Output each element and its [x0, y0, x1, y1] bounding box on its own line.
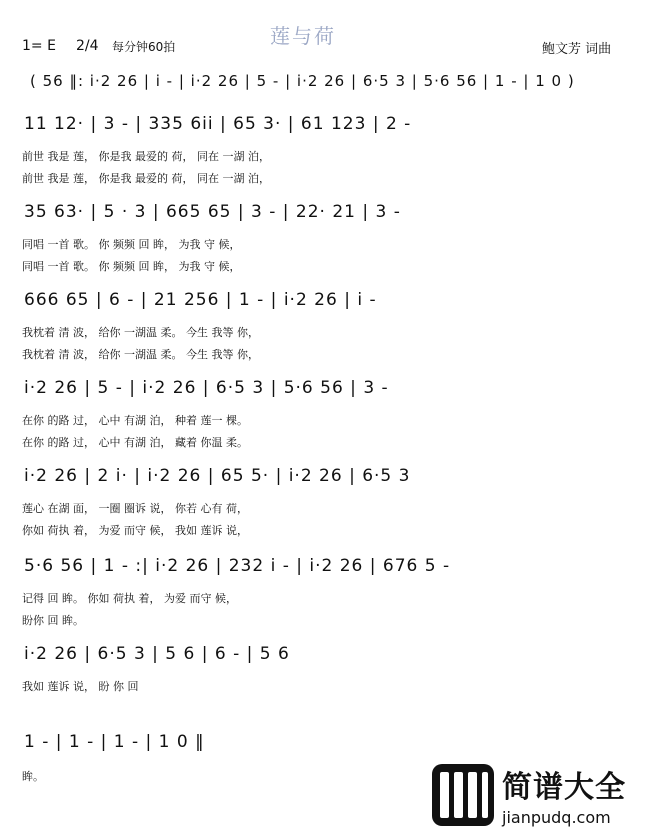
system-1-lyrics-2: 前世 我是 莲， 你是我 最爱的 荷， 同在 一湖 泊， — [22, 172, 270, 185]
system-3-notes: 666 65 | 6 - | 21 256 | 1 - | i·2 26 | i - — [24, 290, 377, 310]
system-2-lyrics-1: 同唱 一首 歌。 你 频频 回 眸， 为我 守 候， — [22, 238, 241, 251]
system-7-notes: i·2 26 | 6·5 3 | 5 6 | 6 - | 5 6 — [24, 644, 290, 664]
system-7-lyrics-1: 我如 莲诉 说， 盼 你 回 — [22, 680, 139, 693]
song-title: 莲与荷 — [270, 24, 336, 48]
system-6-lyrics-1: 记得 回 眸。 你如 荷执 着， 为爱 而守 候， — [22, 592, 237, 605]
system-4-lyrics-2: 在你 的路 过， 心中 有湖 泊， 藏着 你温 柔。 — [22, 436, 248, 449]
system-4-lyrics-1: 在你 的路 过， 心中 有湖 泊， 种着 莲一 棵。 — [22, 414, 248, 427]
system-2-lyrics-2: 同唱 一首 歌。 你 频频 回 眸， 为我 守 候， — [22, 260, 241, 273]
system-5-lyrics-1: 莲心 在湖 面， 一圈 圈诉 说， 你若 心有 荷， — [22, 502, 248, 515]
tempo-marking: 每分钟60拍 — [112, 40, 176, 54]
system-5-notes: i·2 26 | 2 i· | i·2 26 | 65 5· | i·2 26 | 6·5 3 — [24, 466, 411, 486]
intro-notes: ( 56 ‖: i·2 26 | i - | i·2 26 | 5 - | i·2 26 | 6·5 3 | 5·6 56 | 1 - | 1 0 ) — [30, 72, 575, 90]
system-1-notes: 11 12· | 3 - | 335 6ii | 65 3· | 61 123 | 2 - — [24, 114, 412, 134]
system-3-lyrics-1: 我枕着 清 波， 给你 一湖温 柔。 今生 我等 你， — [22, 326, 259, 339]
system-8-notes: 1 - | 1 - | 1 - | 1 0 ‖ — [24, 732, 205, 752]
system-6-notes: 5·6 56 | 1 - :| i·2 26 | 232 i - | i·2 26 | 676 5 - — [24, 556, 451, 576]
logo-chinese-text: 简谱大全 — [502, 770, 626, 805]
system-3-lyrics-2: 我枕着 清 波， 给你 一湖温 柔。 今生 我等 你， — [22, 348, 259, 361]
key-signature: 1= E — [22, 38, 56, 54]
time-signature: 2/4 — [76, 38, 99, 54]
system-6-lyrics-2: 盼你 回 眸。 — [22, 614, 84, 627]
system-4-notes: i·2 26 | 5 - | i·2 26 | 6·5 3 | 5·6 56 | 3 - — [24, 378, 389, 398]
site-logo — [432, 762, 626, 827]
lyricist-composer: 鲍文芳 词曲 — [542, 42, 612, 57]
system-2-notes: 35 63· | 5 · 3 | 665 65 | 3 - | 22· 21 | 3 - — [24, 202, 401, 222]
system-5-lyrics-2: 你如 荷执 着， 为爱 而守 候， 我如 莲诉 说， — [22, 524, 248, 537]
system-8-lyrics-1: 眸。 — [22, 770, 44, 783]
system-1-lyrics-1: 前世 我是 莲， 你是我 最爱的 荷， 同在 一湖 泊， — [22, 150, 270, 163]
logo-url-text: jianpudq.com — [502, 808, 611, 827]
piano-icon — [432, 764, 494, 826]
